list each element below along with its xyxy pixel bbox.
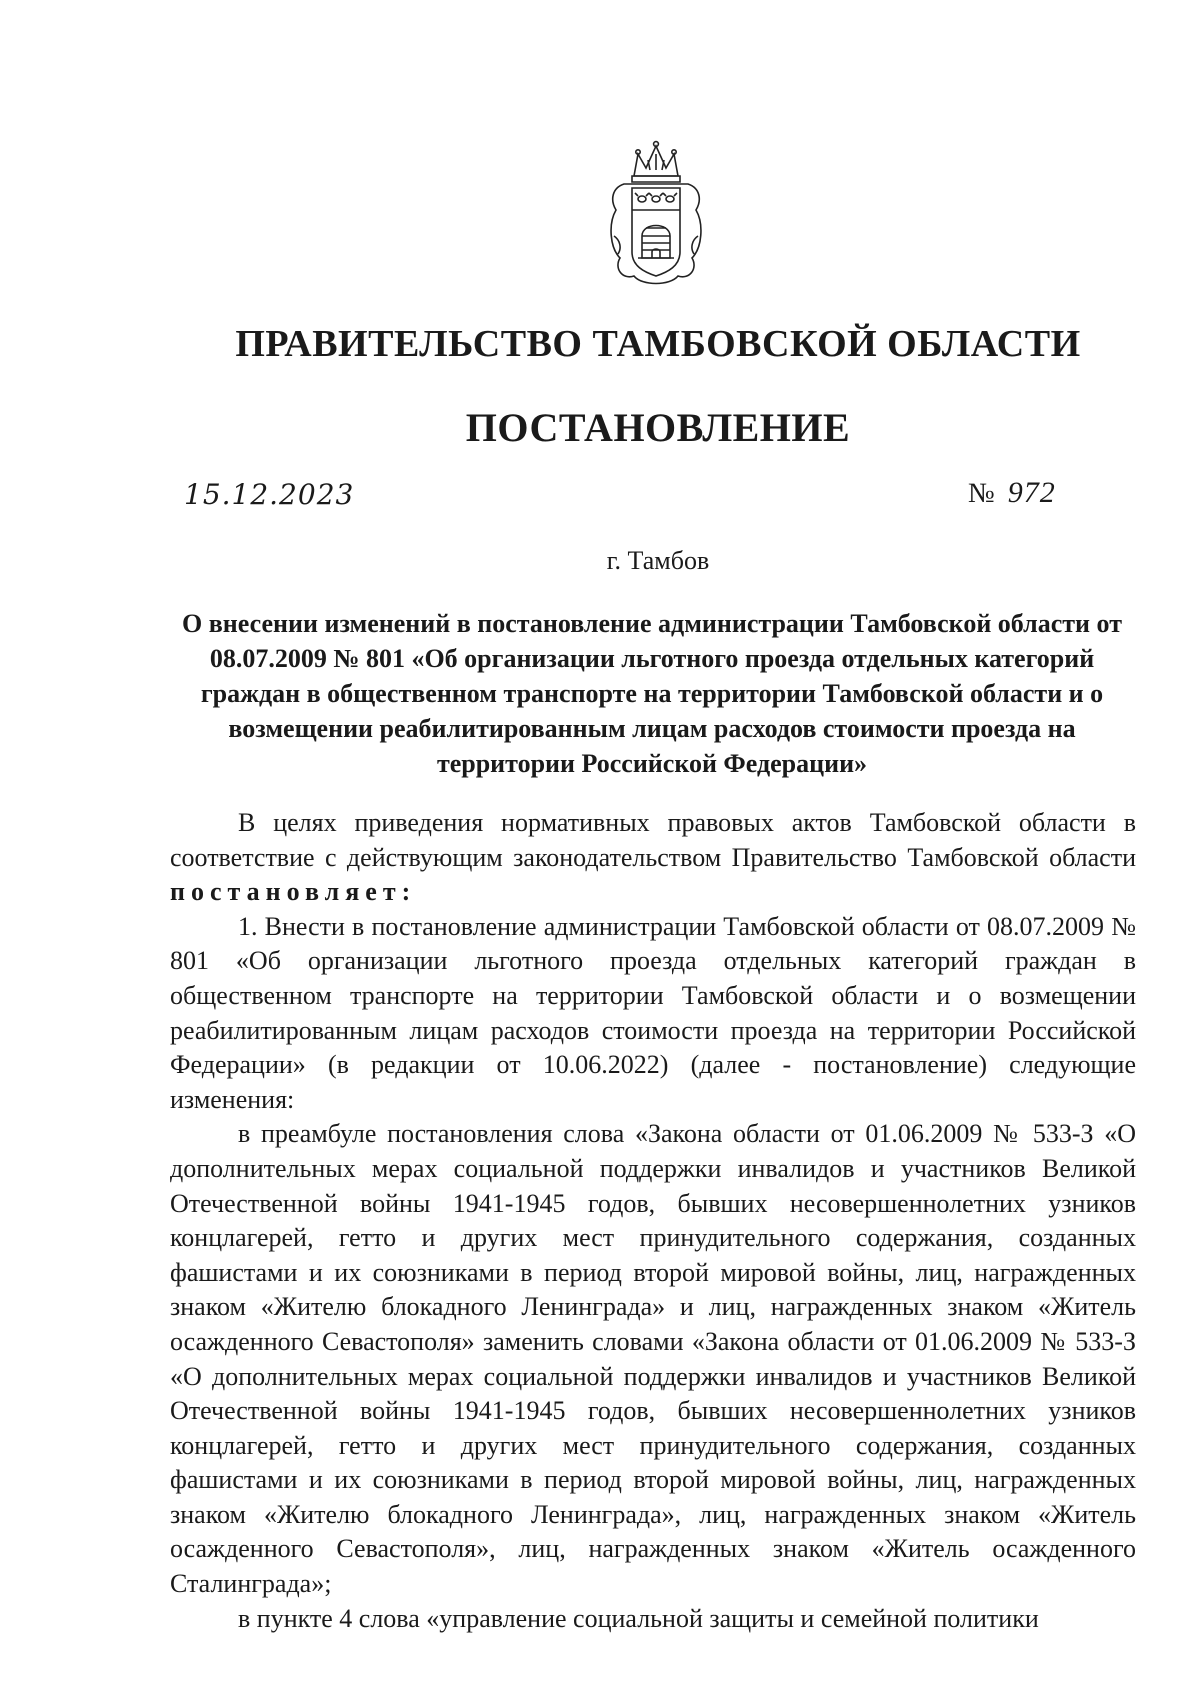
paragraph-item-1: 1. Внести в постановление администрации Тамбовской области от 08.07.2009 № 801 «Об организации льготного проезда отдельных категорий граждан в общественном транспорте на территории Тамбовской области и о возмещении реабилитированным лицам расходов стоимости проезда на территории Российской Федерации» (в редакции от 10.06.2022) (далее - постановление) следующие изменения: [170, 911, 1136, 1114]
number-value: 972 [1007, 476, 1056, 509]
paragraph-amendment-preamble: в преамбуле постановления слова «Закона области от 01.06.2009 № 533-З «О дополнительных мерах социальной поддержки инвалидов и участников Великой Отечественной войны 1941-1945 годов, бывших несовершеннолетних узников концлагерей, гетто и других мест принудительного содержания, созданных фашистами и их союзниками в период второй мировой войны, лиц, награжденных знаком «Жителю блокадного Ленинграда» и лиц, награжденных знаком «Житель осажденного Севастополя» заменить словами «Закона области от 01.06.2009 № 533-З «О дополнительных мерах социальной поддержки инвалидов и участников Великой Отечественной войны 1941-1945 годов, бывших несовершеннолетних узников концлагерей, гетто и других мест принудительного содержания, созданных фашистами и их союзниками в период второй мировой войны, лиц, награжденных знаком «Жителю блокадного Ленинграда», лиц, награжденных знаком «Житель осажденного Севастополя», лиц, награжденных знаком «Житель осажденного Сталинграда»; [170, 1119, 1136, 1599]
document-city: г. Тамбов [606, 546, 710, 575]
decree-word: постановляет: [170, 877, 417, 907]
document-body [170, 806, 1136, 1636]
preamble-text: В целях приведения нормативных правовых актов Тамбовской области в соответствие с действующим законодательством Правительство Тамбовской области [170, 808, 1136, 872]
government-title: ПРАВИТЕЛЬСТВО ТАМБОВСКОЙ ОБЛАСТИ [235, 323, 1081, 365]
document-type: ПОСТАНОВЛЕНИЕ [465, 405, 851, 450]
document-date: 15.12.2023 [184, 478, 355, 511]
document-number [968, 476, 1056, 510]
coat-of-arms-icon [604, 140, 708, 290]
number-label: № [968, 478, 995, 509]
document-subject: О внесении изменений в постановление администрации Тамбовской области от 08.07.2009 № 801 «Об организации льготного проезда отдельных категорий граждан в общественном транспорте на территории Тамбовской области и о возмещении реабилитированным лицам расходов стоимости проезда на территории Российской Федерации» [182, 609, 1122, 778]
paragraph-preamble [170, 806, 1136, 910]
paragraph-amendment-item-4: в пункте 4 слова «управление социальной защиты и семейной политики [238, 1603, 1039, 1633]
